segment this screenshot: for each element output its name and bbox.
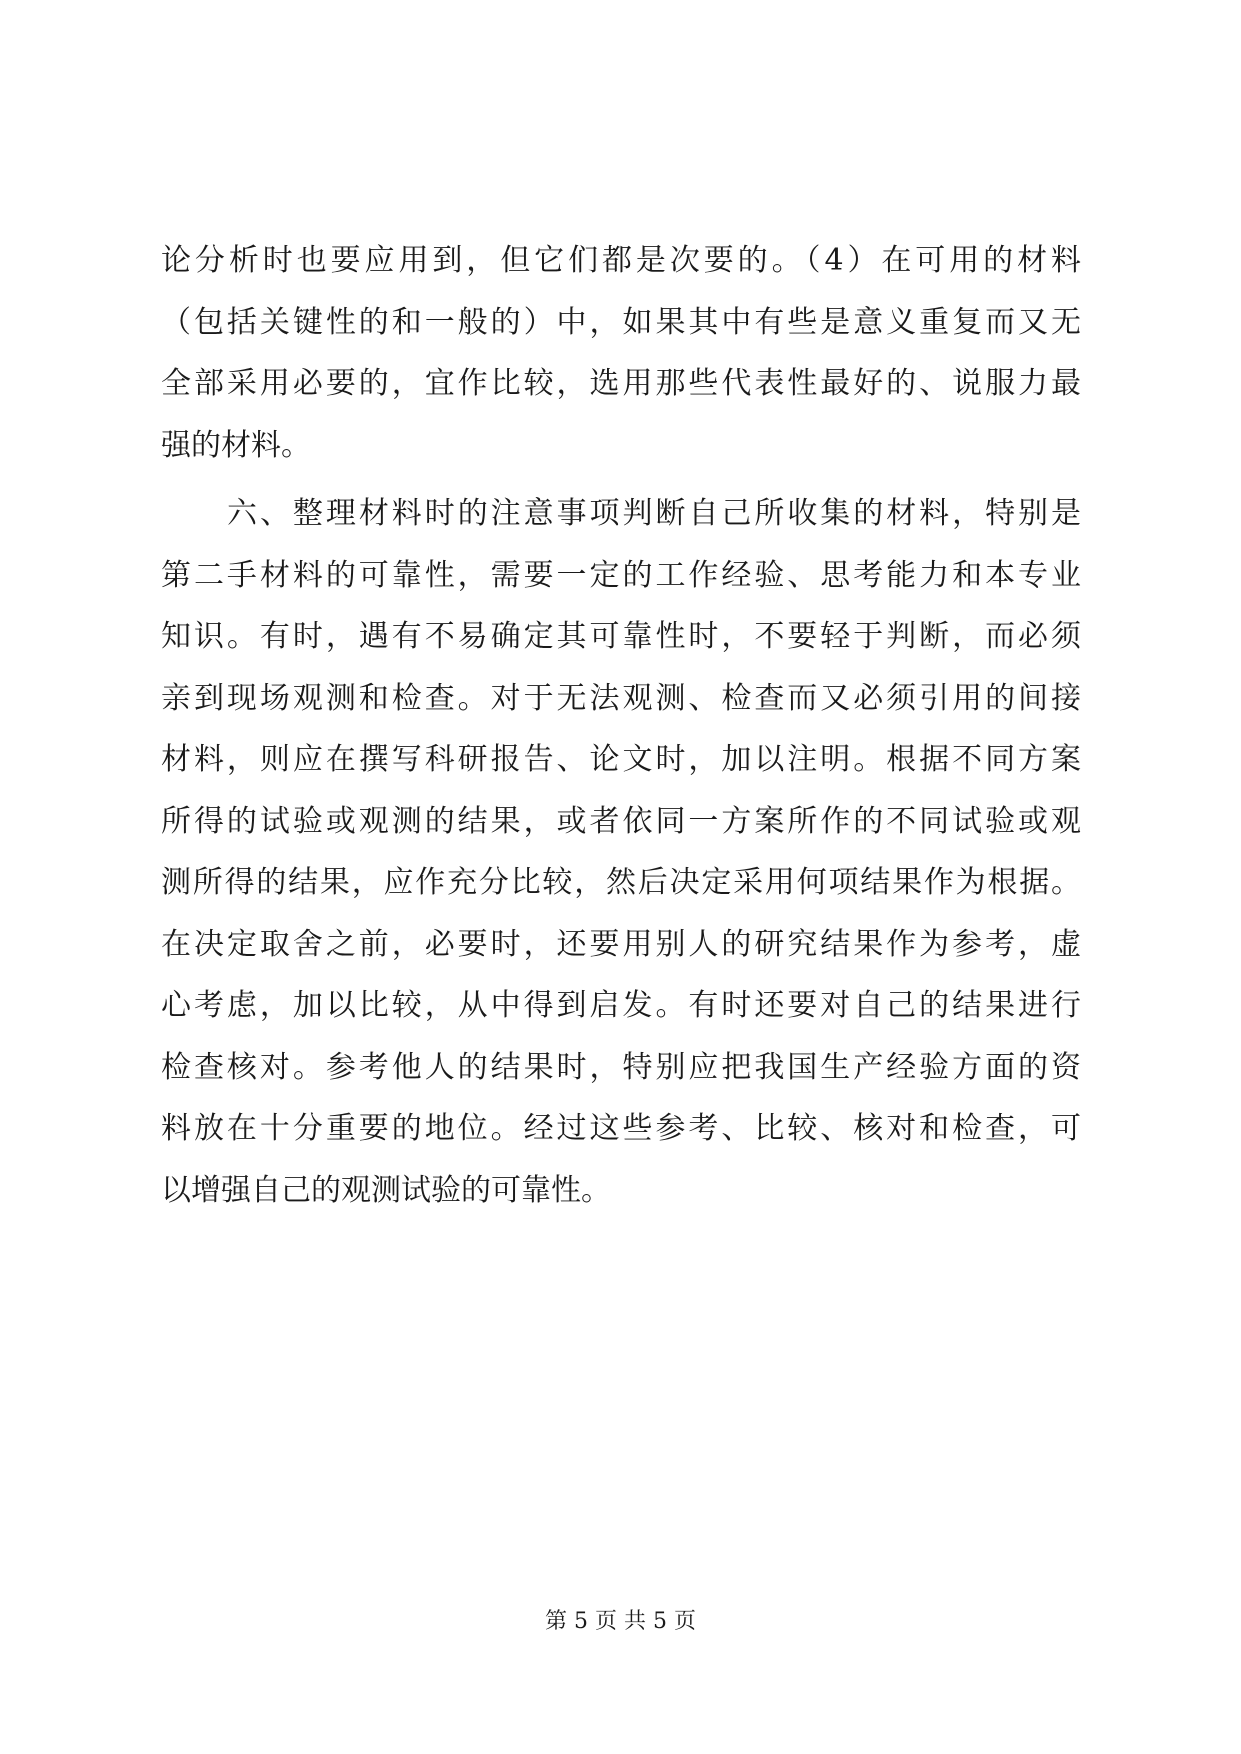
text-line: 论分析时也要应用到，但它们都是次要的。（4）在可用的材料 bbox=[161, 243, 1081, 278]
text-line: 知识。有时，遇有不易确定其可靠性时，不要轻于判断，而必须 bbox=[161, 619, 1081, 654]
text-line: 检查核对。参考他人的结果时，特别应把我国生产经验方面的资 bbox=[161, 1049, 1081, 1085]
paragraph-1 bbox=[161, 230, 1081, 476]
text-line: 心考虑，加以比较，从中得到启发。有时还要对自己的结果进行 bbox=[161, 988, 1081, 1023]
text-line: 强的材料。 bbox=[161, 427, 311, 463]
text-line: 六、整理材料时的注意事项判断自己所收集的材料，特别是 bbox=[227, 496, 1081, 531]
text-line: 全部采用必要的，宜作比较，选用那些代表性最好的、说服力最 bbox=[161, 366, 1081, 401]
paragraph-spacer bbox=[161, 476, 1081, 483]
text-line: 材料，则应在撰写科研报告、论文时，加以注明。根据不同方案 bbox=[161, 742, 1081, 777]
page-number-footer: 第 5 页 共 5 页 bbox=[545, 1609, 696, 1634]
text-line: 料放在十分重要的地位。经过这些参考、比较、核对和检查，可 bbox=[161, 1111, 1081, 1146]
text-line: 以增强自己的观测试验的可靠性。 bbox=[161, 1172, 611, 1208]
text-line: 第二手材料的可靠性，需要一定的工作经验、思考能力和本专业 bbox=[161, 557, 1081, 593]
document-body bbox=[161, 230, 1081, 1221]
text-line: 测所得的结果，应作充分比较，然后决定采用何项结果作为根据。 bbox=[161, 865, 1081, 900]
text-line: 在决定取舍之前，必要时，还要用别人的研究结果作为参考，虚 bbox=[161, 926, 1081, 962]
paragraph-2 bbox=[161, 483, 1081, 1221]
text-line: 亲到现场观测和检查。对于无法观测、检查而又必须引用的间接 bbox=[161, 680, 1081, 716]
text-line: 所得的试验或观测的结果，或者依同一方案所作的不同试验或观 bbox=[161, 803, 1081, 839]
text-line: （包括关键性的和一般的）中，如果其中有些是意义重复而又无 bbox=[161, 304, 1081, 340]
